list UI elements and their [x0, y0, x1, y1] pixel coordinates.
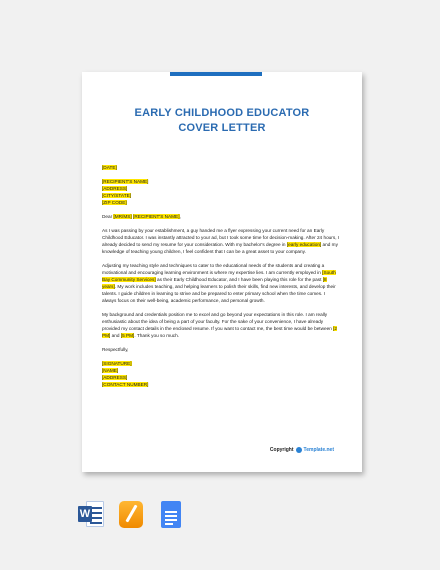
signature-placeholder: [SIGNATURE]	[102, 361, 132, 366]
employer-placeholder: [South Bay Community Services]	[102, 270, 336, 282]
template-brand-link[interactable]: Template.net	[303, 447, 334, 453]
pages-icon[interactable]	[118, 500, 144, 530]
salutation: Dear [MR/MS] [RECIPIENT'S NAME],	[102, 214, 181, 219]
paragraph-1: As I was passing by your establishment, a guy handed me a flyer expressing your current need for an Early Childhood Educator. I was instantly attracted to your ad, but I took some time for decision-making. After 24 hours, I already decided to send my resume for your consideration. With my bachelor's degree in [early education] and my knowledge of teaching young children, I feel confident that I can be a great asset to your company.	[102, 228, 340, 254]
recipient-block	[102, 178, 340, 206]
copyright-label: Copyright	[269, 447, 294, 453]
document-title-line1: EARLY CHILDHOOD EDUCATOR	[134, 107, 310, 119]
recipient-city-state: [CITY/STATE]	[102, 193, 131, 198]
footer-credit	[270, 447, 334, 453]
document-page	[82, 72, 362, 472]
recipient-zip: [ZIP CODE]	[102, 200, 127, 205]
top-accent-bar	[170, 72, 262, 76]
template-logo-icon	[296, 447, 302, 453]
sender-address: [ADDRESS]	[102, 375, 128, 380]
date-placeholder: [DATE]	[102, 165, 117, 170]
date-block	[102, 164, 340, 171]
paragraph-3: My background and credentials position me to excel and go beyond your expectations in this role. I am really enthusiastic about the idea of being a part of your faculty. For the sake of your convenience, I have already provided my contact details in the enclosed resume. If you want to contact me, the best time would be between [2 PM] and [5 PM]. Thank you so much.	[102, 312, 338, 338]
recipient-address: [ADDRESS]	[102, 186, 128, 191]
word-icon[interactable]: W	[78, 500, 104, 530]
salutation-title: [MR/MS]	[113, 214, 132, 219]
letter-body	[102, 164, 340, 395]
document-title-line2: COVER LETTER	[178, 122, 266, 134]
salutation-name: [RECIPIENT'S NAME]	[133, 214, 180, 219]
signature-block	[102, 360, 340, 388]
sender-contact: [CONTACT NUMBER]	[102, 382, 149, 387]
paragraph-2: Adjusting my teaching style and techniques to cater to the educational needs of the students and creating a motivational and encouraging learning environment is where my expertise lies. I am currently employed in [South Bay Community Services] as their Early Childhood Educator, and I have been playing this role for the past [8 years]. My work includes teaching, and helping learners to polish their skills, find new interests, and develop their talents. I guide children in learning to strive and be prepared to enter primary school when the time comes. I always focus on their well-being, academic performance, and personal growth.	[102, 263, 336, 303]
closing: Respectfully,	[102, 347, 129, 352]
recipient-name: [RECIPIENT'S NAME]	[102, 179, 149, 184]
degree-placeholder: [early education]	[286, 242, 322, 247]
format-icons	[78, 500, 184, 530]
end-time-placeholder: [5 PM]	[120, 333, 135, 338]
sender-name: [NAME]	[102, 368, 119, 373]
start-time-placeholder: [2 PM]	[102, 326, 338, 338]
years-placeholder: [8 years]	[102, 277, 327, 289]
google-docs-icon[interactable]	[158, 500, 184, 530]
